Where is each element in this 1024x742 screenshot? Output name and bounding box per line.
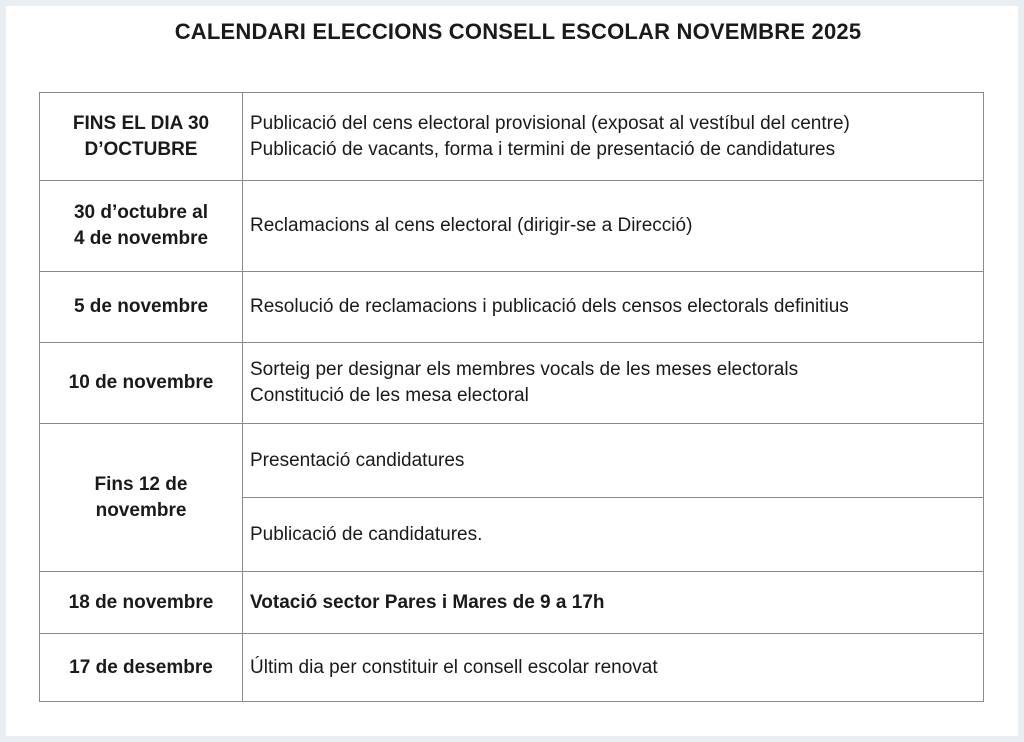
description-line: Presentació candidatures bbox=[250, 449, 465, 471]
description-line: Reclamacions al cens electoral (dirigir-se a Direcció) bbox=[250, 215, 693, 236]
table-row bbox=[40, 634, 984, 702]
description-line: Sorteig per designar els membres vocals de les meses electorals bbox=[250, 359, 799, 380]
description-line: Publicació de candidatures. bbox=[250, 523, 483, 545]
date-line: FINS EL DIA 30 bbox=[72, 112, 210, 134]
table-row bbox=[40, 424, 984, 498]
date-line: 18 de novembre bbox=[68, 591, 214, 613]
date-cell bbox=[40, 272, 243, 343]
description-cell bbox=[243, 498, 984, 572]
date-line: Fins 12 de bbox=[94, 473, 188, 495]
date-cell bbox=[40, 634, 243, 702]
date-cell bbox=[40, 343, 243, 424]
description-cell bbox=[243, 572, 984, 634]
date-cell bbox=[40, 572, 243, 634]
date-line: 4 de novembre bbox=[73, 228, 209, 249]
description-line: Constitució de les mesa electoral bbox=[250, 385, 529, 406]
description-line: Resolució de reclamacions i publicació dels censos electorals definitius bbox=[250, 296, 849, 317]
table-row bbox=[40, 272, 984, 343]
date-line: 5 de novembre bbox=[73, 296, 209, 317]
date-cell bbox=[40, 424, 243, 572]
table-row bbox=[40, 93, 984, 181]
date-line: 17 de desembre bbox=[69, 656, 213, 678]
description-line: Últim dia per constituir el consell escolar renovat bbox=[250, 656, 658, 678]
table-row bbox=[40, 181, 984, 272]
table-row bbox=[40, 572, 984, 634]
table-row bbox=[40, 343, 984, 424]
date-line: 10 de novembre bbox=[68, 372, 214, 393]
date-cell bbox=[40, 93, 243, 181]
description-line: Publicació del cens electoral provisional (exposat al vestíbul del centre) bbox=[250, 112, 850, 134]
date-line: D’OCTUBRE bbox=[84, 138, 198, 160]
page-title: CALENDARI ELECCIONS CONSELL ESCOLAR NOVEMBRE 2025 bbox=[174, 19, 862, 44]
description-cell bbox=[243, 424, 984, 498]
description-cell bbox=[243, 343, 984, 424]
description-cell bbox=[243, 272, 984, 343]
date-cell bbox=[40, 181, 243, 272]
description-line: Publicació de vacants, forma i termini de presentació de candidatures bbox=[250, 138, 836, 160]
date-line: novembre bbox=[95, 499, 187, 521]
date-line: 30 d’octubre al bbox=[73, 202, 209, 223]
election-calendar-table bbox=[39, 92, 984, 702]
description-cell bbox=[243, 93, 984, 181]
description-cell bbox=[243, 181, 984, 272]
description-line: Votació sector Pares i Mares de 9 a 17h bbox=[250, 591, 605, 613]
description-cell bbox=[243, 634, 984, 702]
